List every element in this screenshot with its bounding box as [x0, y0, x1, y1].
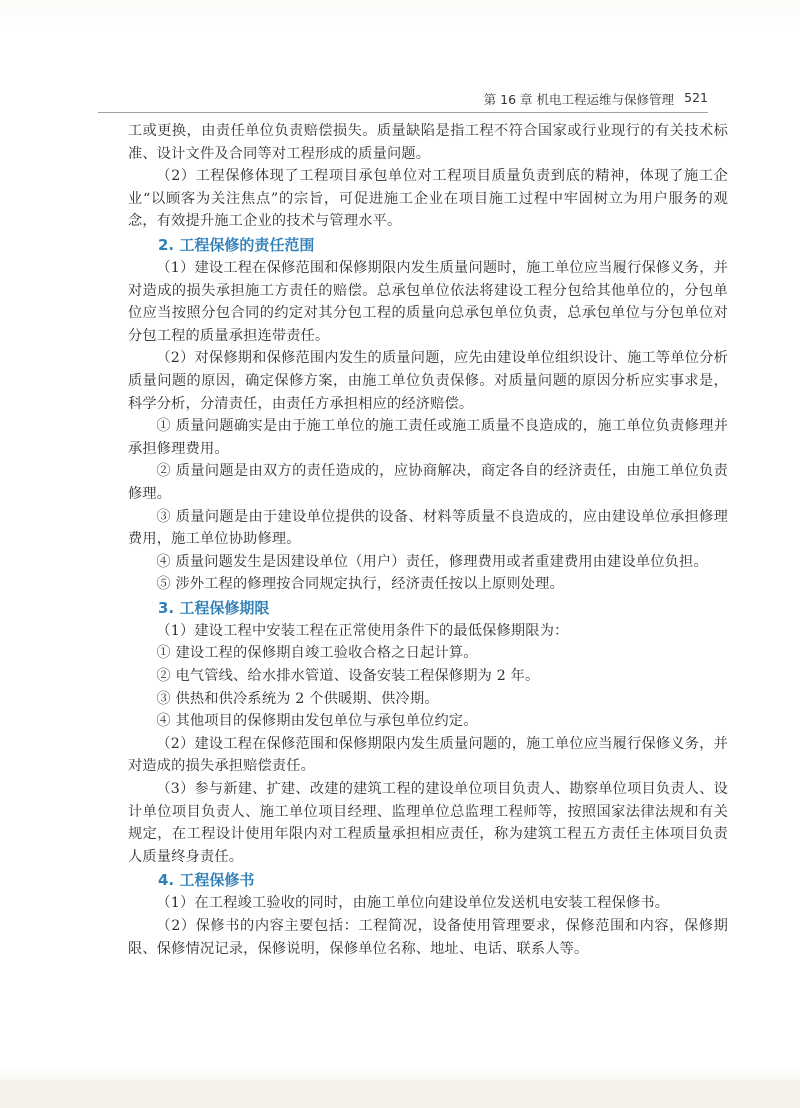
list-item: ③ 供热和供冷系统为 2 个供暖期、供冷期。: [156, 690, 439, 707]
body-text: [128, 120, 728, 960]
list-item: ④ 质量问题发生是因建设单位（用户）责任，修理费用或者重建费用由建设单位负担。: [156, 553, 708, 570]
paragraph: （1）在工程竣工验收的同时，由施工单位向建设单位发送机电安装工程保修书。: [156, 895, 670, 912]
paragraph: （2）工程保修体现了工程项目承包单位对工程项目质量负责到底的精神，体现了施工企业“以顾客为关注焦点”的宗旨，可促进施工企业在项目施工过程中牢固树立为用户服务的观念，有效提升施工企业的技术与管理水平。: [128, 168, 728, 230]
section-heading: 4. 工程保修书: [158, 871, 255, 890]
paragraph: （3）参与新建、扩建、改建的建筑工程的建设单位项目负责人、勘察单位项目负责人、设计单位项目负责人、施工单位项目经理、监理单位总监理工程师等，按照国家法律法规和有关规定，在工程设计使用年限内对工程质量承担相应责任，称为建筑工程五方责任主体项目负责人质量终身责任。: [128, 781, 728, 865]
section-heading: 3. 工程保修期限: [158, 598, 270, 617]
page-number: 521: [684, 90, 708, 105]
list-item: ② 电气管线、给水排水管道、设备安装工程保修期为 2 年。: [156, 668, 540, 685]
paragraph: （1）建设工程在保修范围和保修期限内发生质量问题时，施工单位应当履行保修义务，并对造成的损失承担施工方责任的赔偿。总承包单位依法将建设工程分包给其他单位的，分包单位应当按照分包合同的约定对其分包工程的质量向总承包单位负责，总承包单位与分包单位对分包工程的质量承担连带责任。: [128, 259, 728, 344]
chapter-title: 第 16 章 机电工程运维与保修管理: [483, 92, 674, 107]
list-item: ⑤ 涉外工程的修理按合同规定执行，经济责任按以上原则处理。: [156, 576, 564, 593]
section-heading: 2. 工程保修的责任范围: [158, 235, 315, 254]
paragraph: （2）保修书的内容主要包括：工程简况，设备使用管理要求，保修范围和内容，保修期限、保修情况记录，保修说明，保修单位名称、地址、电话、联系人等。: [128, 918, 728, 957]
list-item: ④ 其他项目的保修期由发包单位与承包单位约定。: [156, 713, 478, 730]
page-bottom-edge: [0, 1080, 800, 1108]
list-item: ① 建设工程的保修期自竣工验收合格之日起计算。: [156, 645, 478, 662]
paragraph: （2）对保修期和保修范围内发生的质量问题，应先由建设单位组织设计、施工等单位分析质量问题的原因，确定保修方案，由施工单位负责保修。对质量问题的原因分析应实事求是，科学分析，分清责任，由责任方承担相应的经济赔偿。: [128, 350, 728, 412]
running-header: [98, 86, 708, 113]
paragraph: （1）建设工程中安装工程在正常使用条件下的最低保修期限为：: [156, 622, 569, 639]
paragraph: 工或更换，由责任单位负责赔偿损失。质量缺陷是指工程不符合国家或行业现行的有关技术标准、设计文件及合同等对工程形成的质量问题。: [128, 123, 728, 162]
list-item: ③ 质量问题是由于建设单位提供的设备、材料等质量不良造成的，应由建设单位承担修理费用，施工单位协助修理。: [128, 508, 728, 548]
list-item: ① 质量问题确实是由于施工单位的施工责任或施工质量不良造成的，施工单位负责修理并承担修理费用。: [128, 418, 728, 457]
paragraph: （2）建设工程在保修范围和保修期限内发生质量问题的，施工单位应当履行保修义务，并对造成的损失承担赔偿责任。: [128, 735, 728, 775]
list-item: ② 质量问题是由双方的责任造成的，应协商解决，商定各自的经济责任，由施工单位负责修理。: [128, 463, 728, 502]
